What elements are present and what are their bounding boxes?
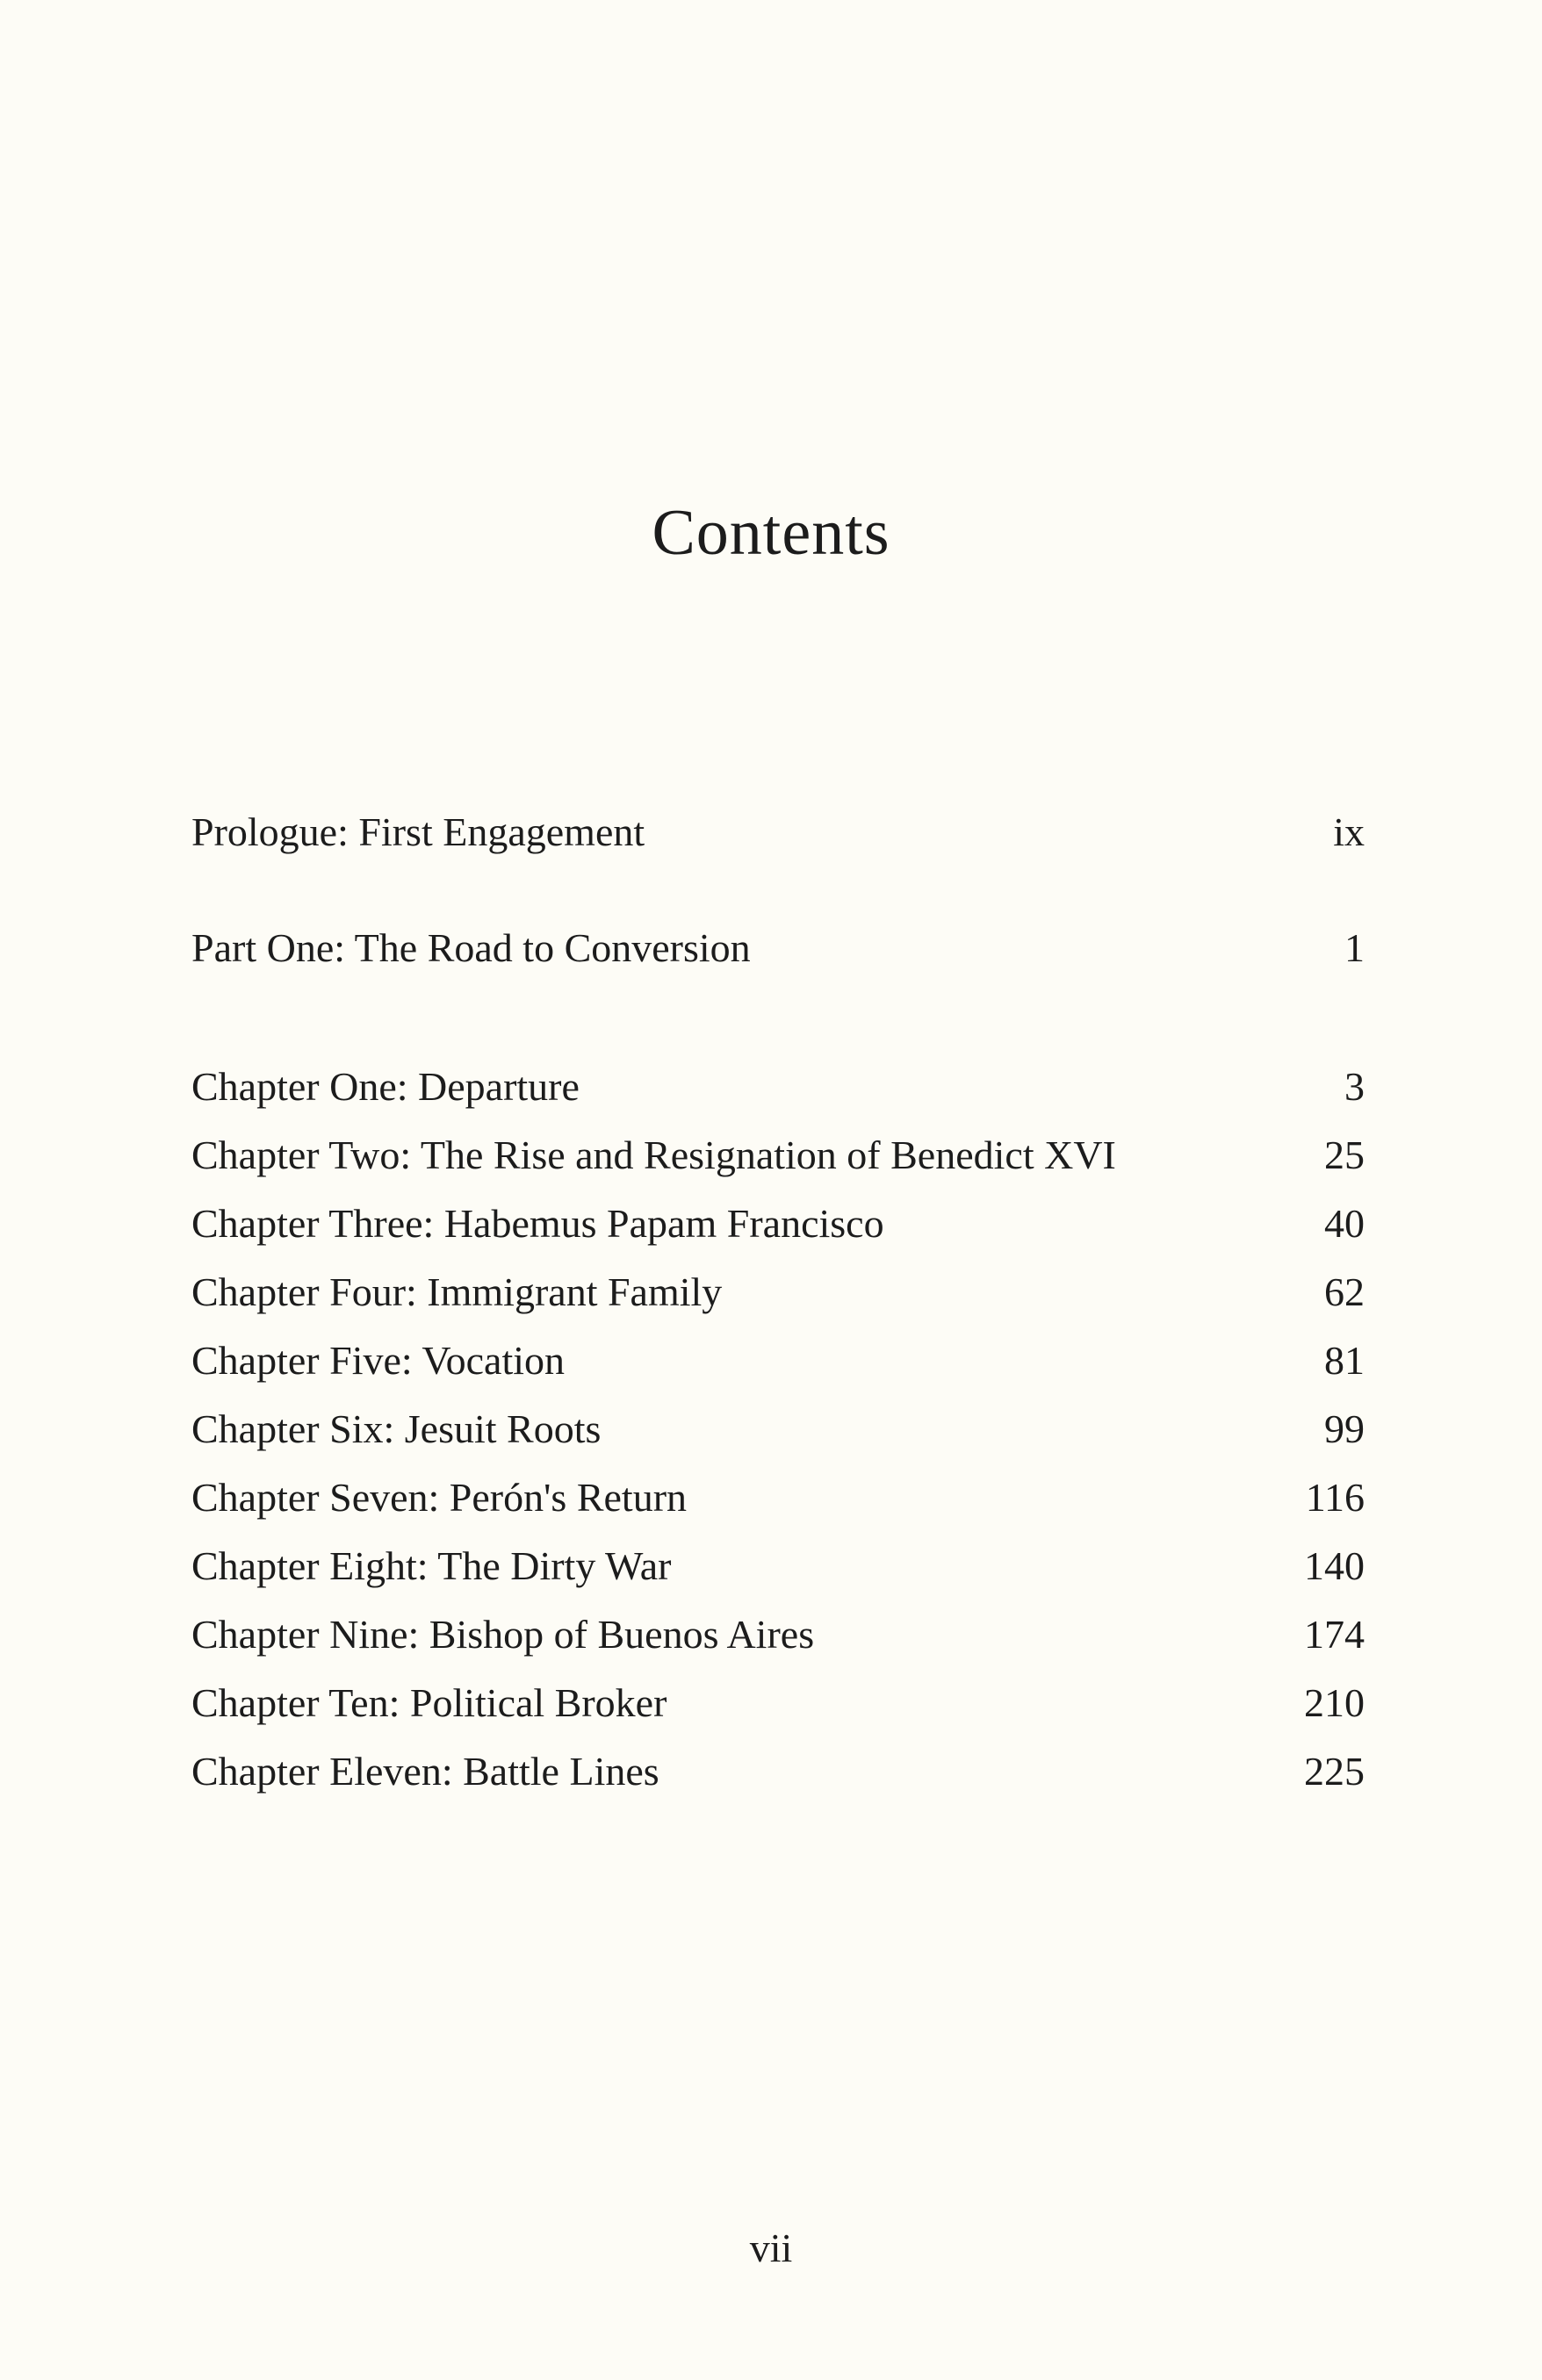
toc-entry-chapter-five: [191, 1334, 1365, 1387]
toc-entry-page: ix: [1333, 809, 1365, 854]
toc-entry-chapter-two: [191, 1129, 1365, 1182]
toc-entry-page: 25: [1324, 1132, 1365, 1177]
toc-entry-page: 81: [1324, 1338, 1365, 1383]
toc-entry-chapter-ten: [191, 1677, 1365, 1729]
toc-entry-page: 40: [1324, 1201, 1365, 1246]
toc-entry-label: Chapter Eight: The Dirty War: [191, 1543, 672, 1588]
toc-entry-label: Part One: The Road to Conversion: [191, 925, 751, 970]
toc-entry-label: Chapter Ten: Political Broker: [191, 1680, 667, 1725]
toc-entry-page: 210: [1304, 1680, 1365, 1725]
toc-entry-chapter-four: [191, 1266, 1365, 1319]
toc-entry-label: Chapter Six: Jesuit Roots: [191, 1406, 602, 1451]
page-title: Contents: [652, 497, 890, 569]
toc-entry-page: 99: [1324, 1406, 1365, 1451]
toc-entry-chapter-nine: [191, 1608, 1365, 1661]
toc-entry-page: 1: [1344, 925, 1365, 970]
toc-entry-page: 140: [1304, 1543, 1365, 1588]
toc-entry-label: Chapter Three: Habemus Papam Francisco: [191, 1201, 884, 1246]
toc-entry-page: 225: [1304, 1749, 1365, 1794]
toc-entry-label: Chapter One: Departure: [191, 1064, 580, 1109]
toc-entry-page: 62: [1324, 1269, 1365, 1314]
toc-entry-page: 3: [1344, 1064, 1365, 1109]
toc-entry-label: Prologue: First Engagement: [191, 809, 645, 854]
toc-entry-label: Chapter Four: Immigrant Family: [191, 1269, 723, 1314]
toc-entry-label: Chapter Five: Vocation: [191, 1338, 566, 1383]
toc-entry-label: Chapter Seven: Perón's Return: [191, 1475, 688, 1520]
toc-entry-chapter-eight: [191, 1540, 1365, 1593]
toc-entry-chapter-seven: [191, 1471, 1365, 1524]
toc-entry-label: Chapter Nine: Bishop of Buenos Aires: [191, 1612, 815, 1657]
toc-entry-page: 116: [1305, 1475, 1365, 1520]
toc-entry-page: 174: [1304, 1612, 1365, 1657]
toc-entry-label: Chapter Two: The Rise and Resignation of Benedict XVI: [191, 1132, 1116, 1177]
page-number: vii: [749, 2225, 793, 2270]
toc-entry-chapter-three: [191, 1197, 1365, 1250]
toc-entry-part-one: [191, 922, 1365, 974]
toc-entry-chapter-six: [191, 1403, 1365, 1456]
toc-entry-label: Chapter Eleven: Battle Lines: [191, 1749, 659, 1794]
toc-entry-chapter-eleven: [191, 1745, 1365, 1798]
toc-entry-chapter-one: [191, 1061, 1365, 1113]
toc-entry-prologue: [191, 806, 1365, 859]
